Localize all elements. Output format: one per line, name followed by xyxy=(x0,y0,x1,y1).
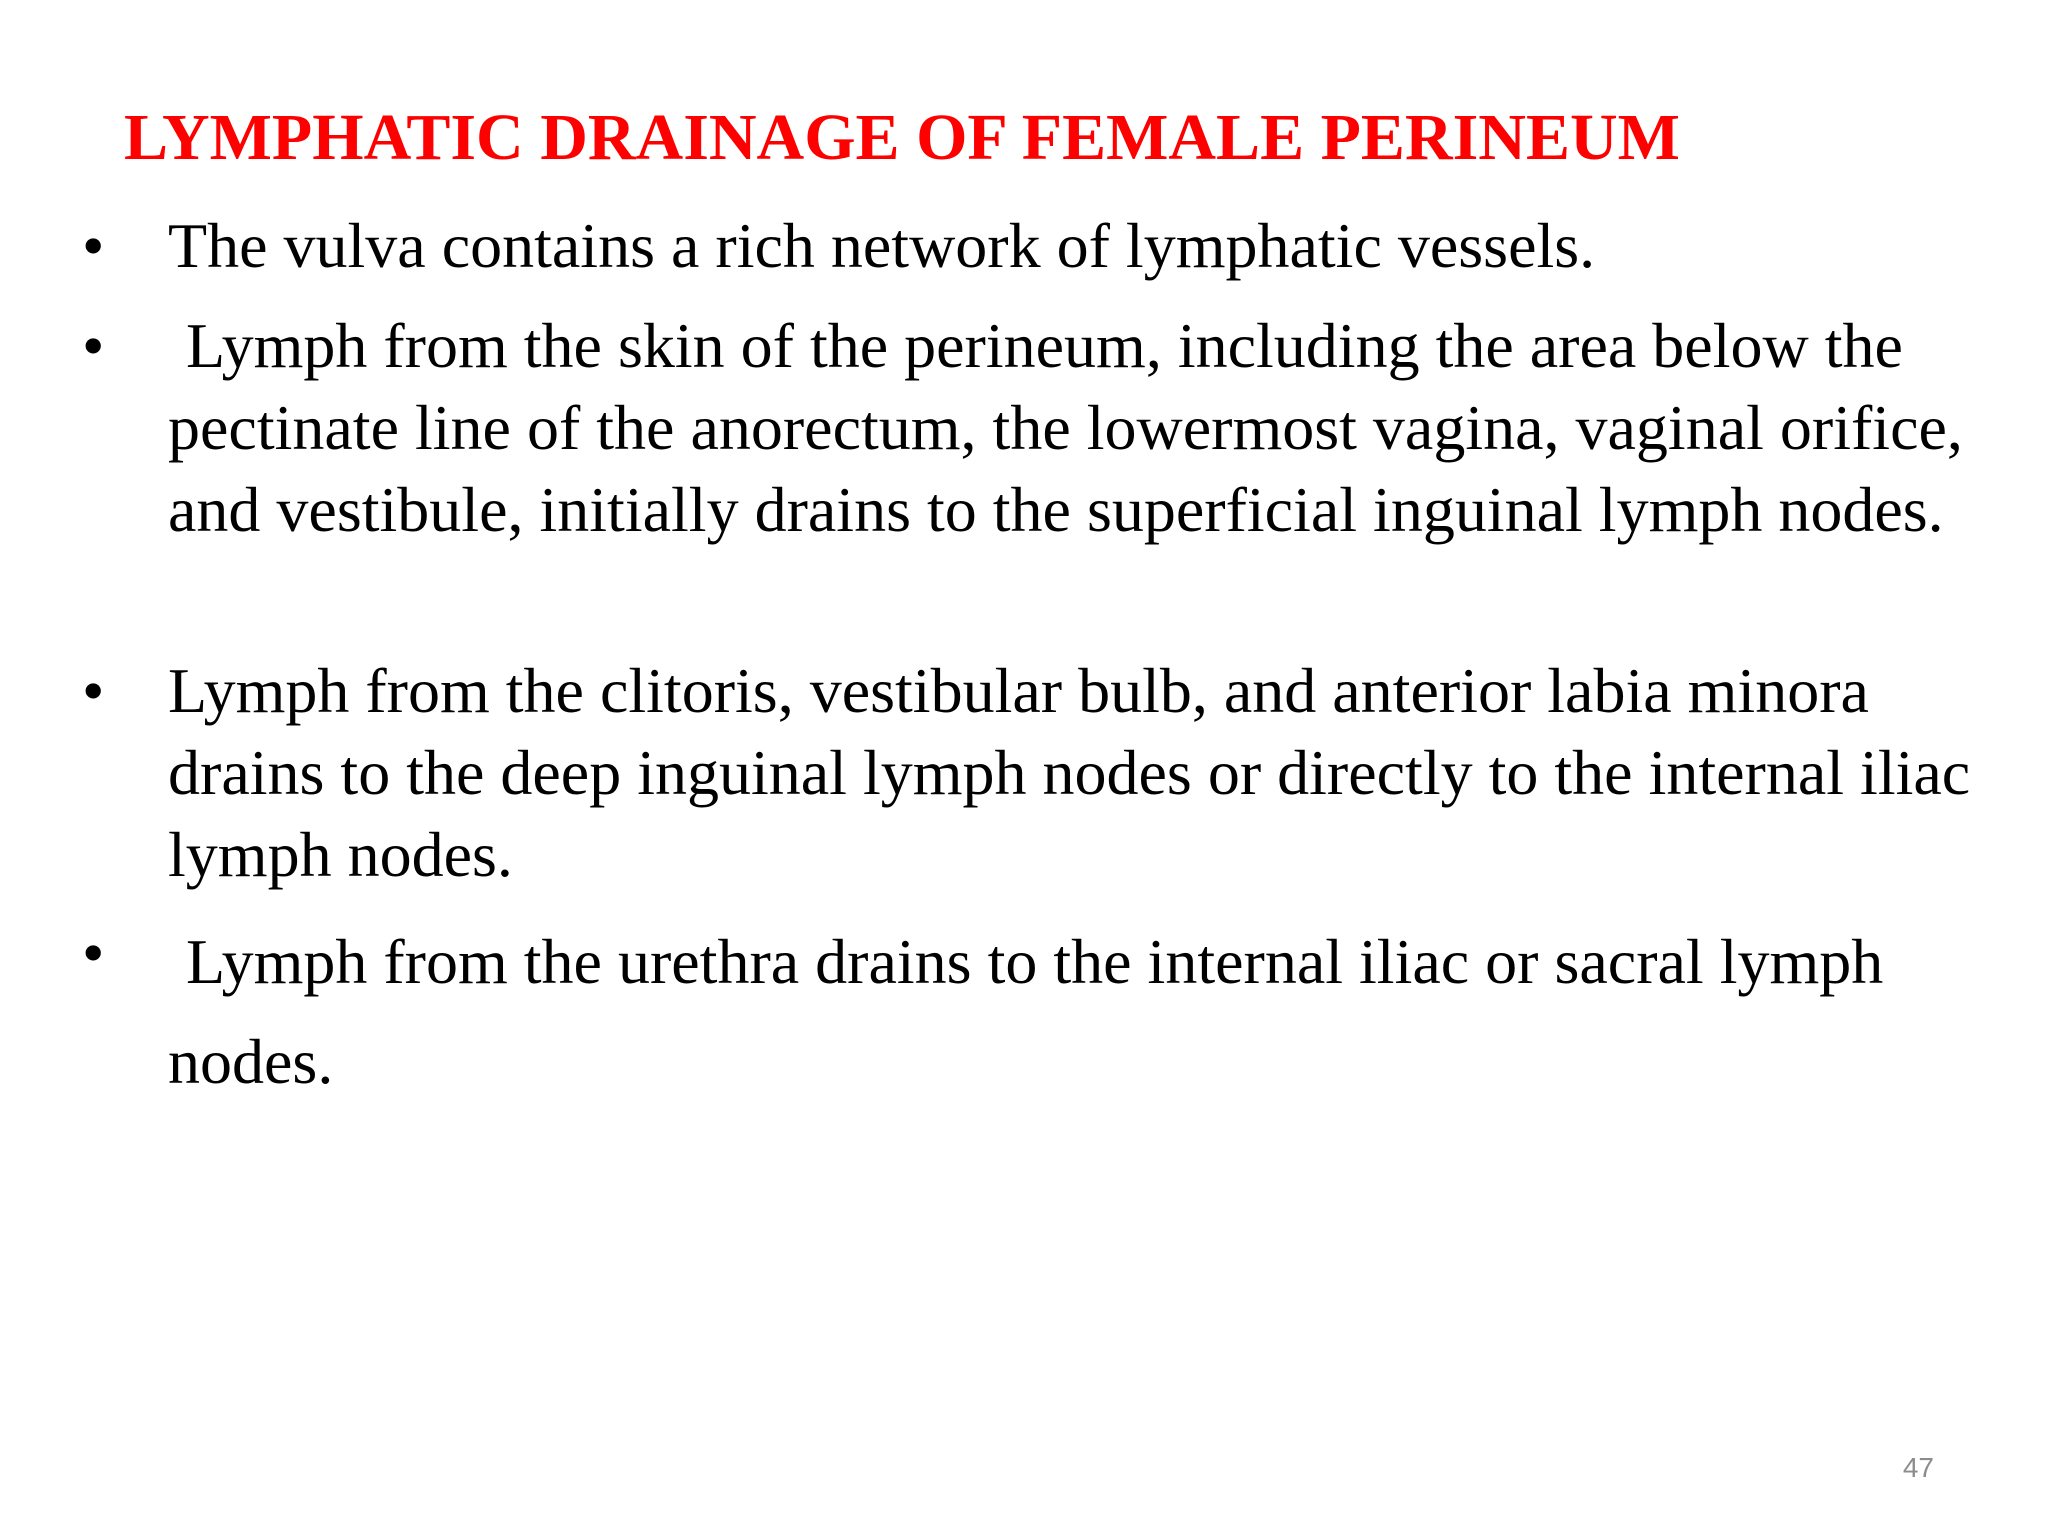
slide-title: LYMPHATIC DRAINAGE OF FEMALE PERINEUM xyxy=(124,101,1680,174)
bullet-icon: • xyxy=(82,917,105,988)
page-number: 47 xyxy=(1902,1452,1934,1483)
bullet-item xyxy=(82,305,2002,551)
bullet-item xyxy=(82,205,2002,287)
bullet-icon: • xyxy=(82,655,105,726)
bullet-item xyxy=(82,650,2002,896)
bullet-icon: • xyxy=(82,210,105,281)
bullet-item xyxy=(82,912,2002,1112)
bullet-text: Lymph from the clitoris, vestibular bulb, and anterior labia minora drains to the deep inguinal lymph nodes or directly to the internal iliac lymph nodes. xyxy=(168,655,1971,890)
bullet-text: Lymph from the urethra drains to the internal iliac or sacral lymph nodes. xyxy=(168,926,1884,1097)
bullet-text: The vulva contains a rich network of lymphatic vessels. xyxy=(168,210,1596,281)
bullet-text: Lymph from the skin of the perineum, including the area below the pectinate line of the anorectum, the lowermost vagina, vaginal orifice, and vestibule, initially drains to the superficial inguinal lymph nodes. xyxy=(168,310,1963,545)
bullet-icon: • xyxy=(82,310,105,381)
